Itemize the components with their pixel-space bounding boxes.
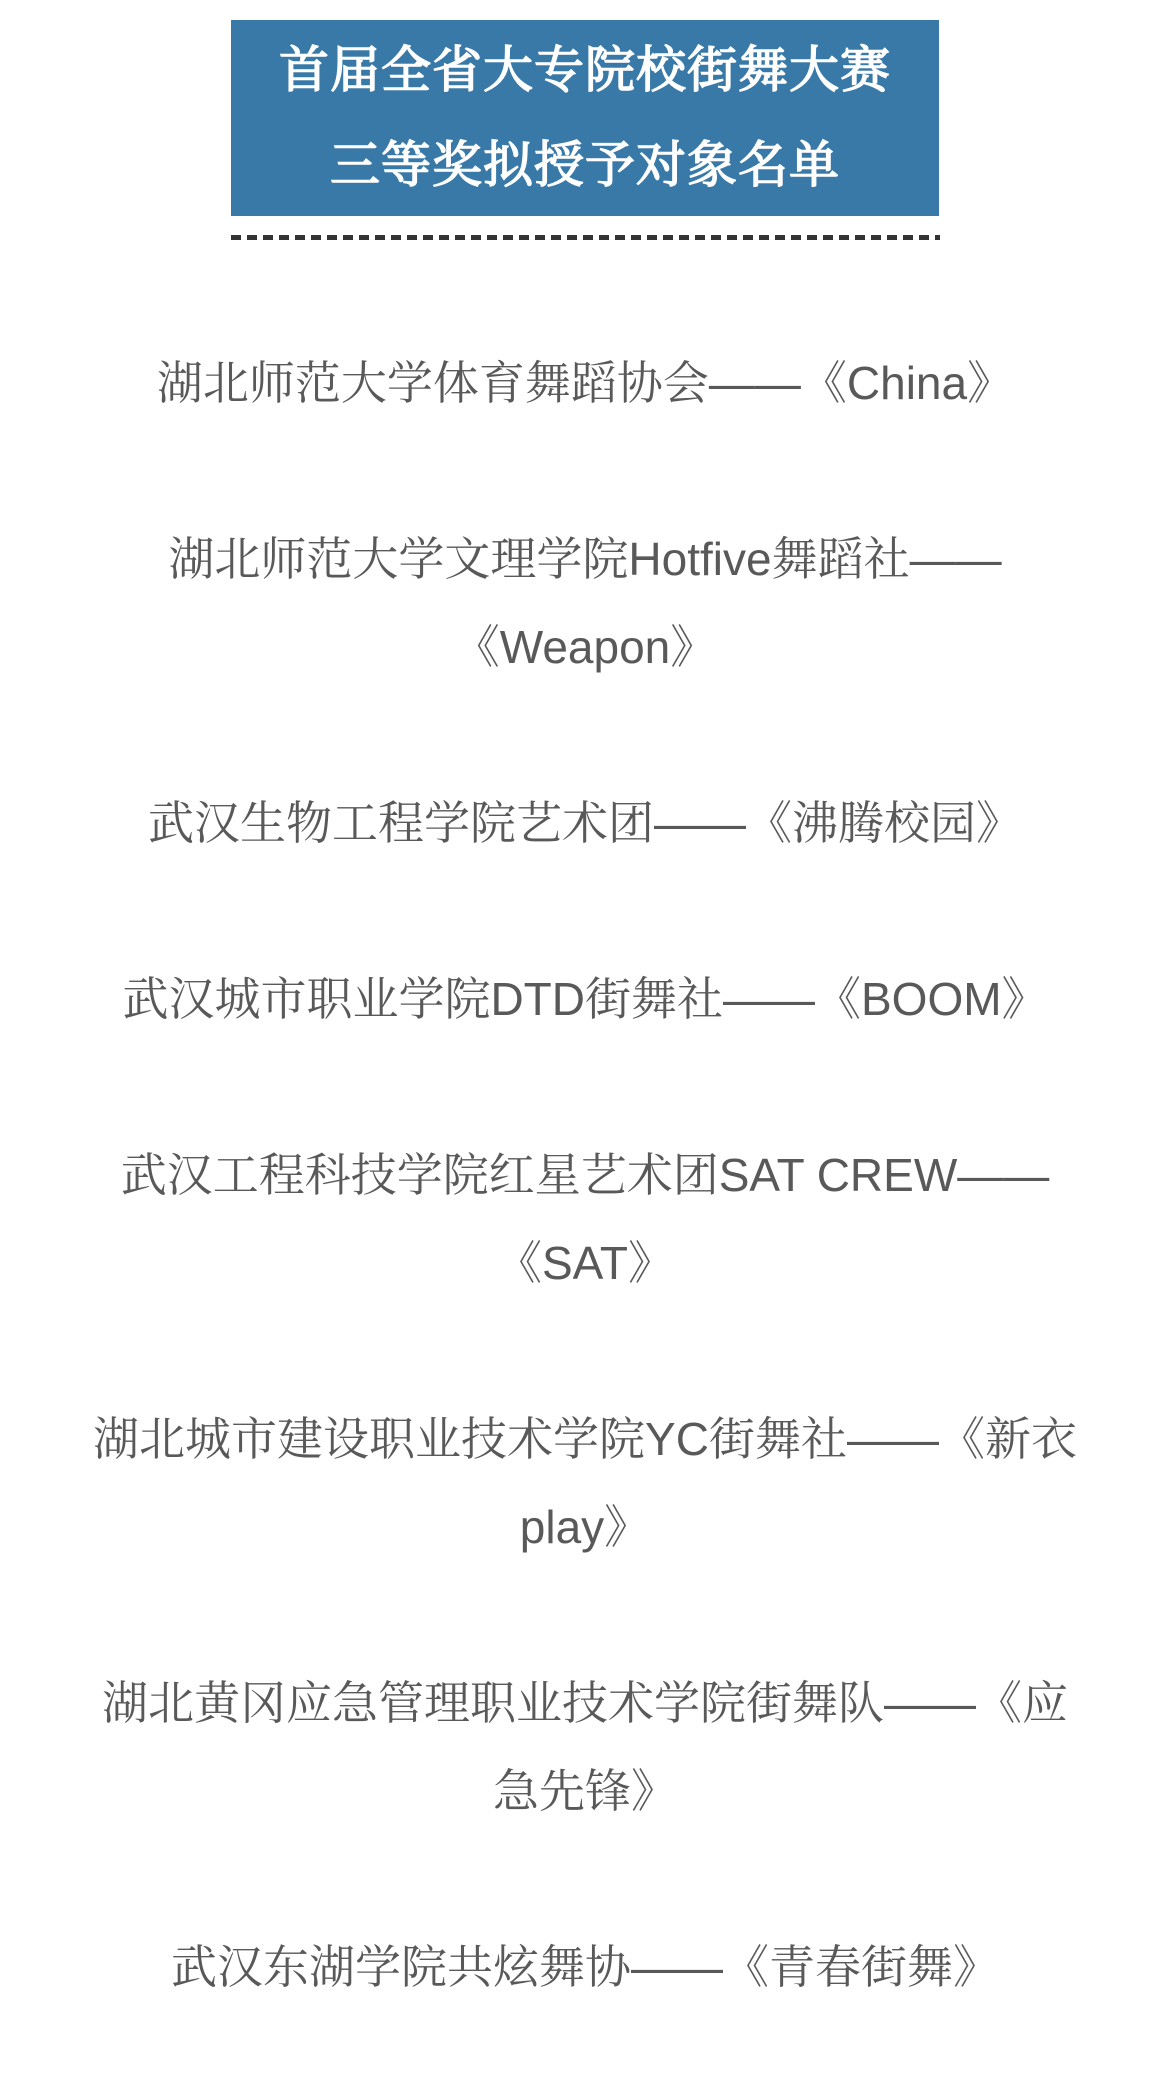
banner-title-line1: 首届全省大专院校街舞大赛 bbox=[279, 42, 891, 98]
list-item: 湖北师范大学文理学院Hotfive舞蹈社—— 《Weapon》 bbox=[168, 533, 1002, 673]
list-item: 武汉城市职业学院DTD街舞社——《BOOM》 bbox=[122, 973, 1048, 1025]
title-banner bbox=[231, 20, 939, 216]
list-item: 湖北师范大学体育舞蹈协会——《China》 bbox=[156, 357, 1014, 409]
list-item: 湖北黄冈应急管理职业技术学院街舞队——《应 急先锋》 bbox=[102, 1677, 1068, 1817]
list-item: 武汉生物工程学院艺术团——《沸腾校园》 bbox=[148, 797, 1022, 849]
award-list bbox=[0, 240, 1170, 2011]
banner-title-line2: 三等奖拟授予对象名单 bbox=[330, 137, 840, 193]
list-item: 湖北城市建设职业技术学院YC街舞社——《新衣 play》 bbox=[93, 1413, 1077, 1553]
list-item: 武汉东湖学院共炫舞协——《青春街舞》 bbox=[171, 1941, 999, 1993]
article-page bbox=[0, 20, 1170, 2011]
list-item: 武汉工程科技学院红星艺术团SAT CREW—— 《SAT》 bbox=[120, 1149, 1050, 1289]
